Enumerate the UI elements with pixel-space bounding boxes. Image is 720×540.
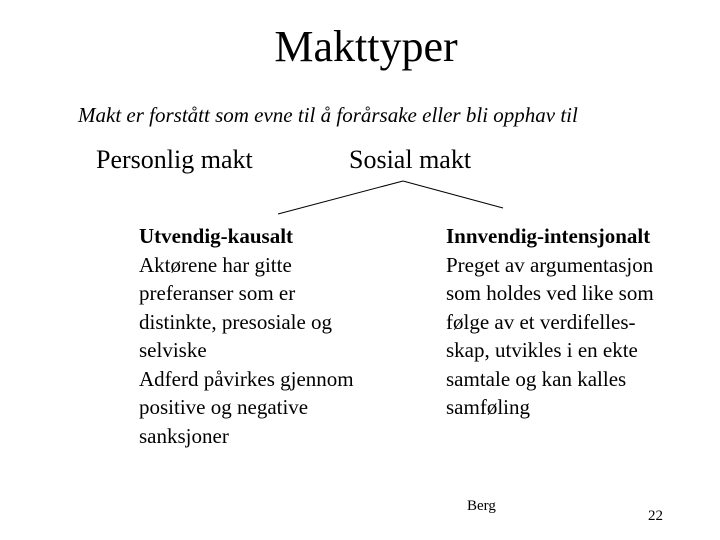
column-line: samføling: [446, 395, 530, 419]
column-line: distinkte, presosiale og: [139, 309, 333, 334]
branch-line-right: [403, 181, 503, 208]
column-line: positive og negative: [139, 395, 309, 419]
page-number: 22: [648, 508, 663, 524]
slide-subtitle: Makt er forstått som evne til å forårsake eller bli opphav til: [78, 103, 578, 127]
column-line: Aktørene har gitte: [139, 252, 292, 277]
column-line: Adferd påvirkes gjennom: [139, 366, 354, 391]
column-line: samtale og kan kalles: [446, 366, 627, 391]
column-line: selviske: [139, 338, 207, 362]
internal-intentional-column: [446, 222, 654, 422]
column-line: Preget av argumentasjon: [446, 252, 654, 277]
branch-line-left: [278, 181, 403, 214]
column-line: skap, utvikles i en ekte: [446, 338, 638, 362]
external-causal-title: Utvendig-kausalt: [139, 224, 294, 248]
social-power-heading: Sosial makt: [349, 145, 472, 174]
internal-intentional-title: Innvendig-intensjonalt: [446, 224, 651, 248]
external-causal-column: [139, 222, 354, 450]
column-line: følge av et verdifelles-: [446, 309, 636, 334]
footer-author: Berg: [467, 498, 496, 514]
column-line: sanksjoner: [139, 423, 229, 448]
column-line: preferanser som er: [139, 281, 296, 305]
slide-title: Makttyper: [274, 22, 458, 71]
column-line: som holdes ved like som: [446, 281, 654, 305]
personal-power-heading: Personlig makt: [96, 145, 253, 174]
